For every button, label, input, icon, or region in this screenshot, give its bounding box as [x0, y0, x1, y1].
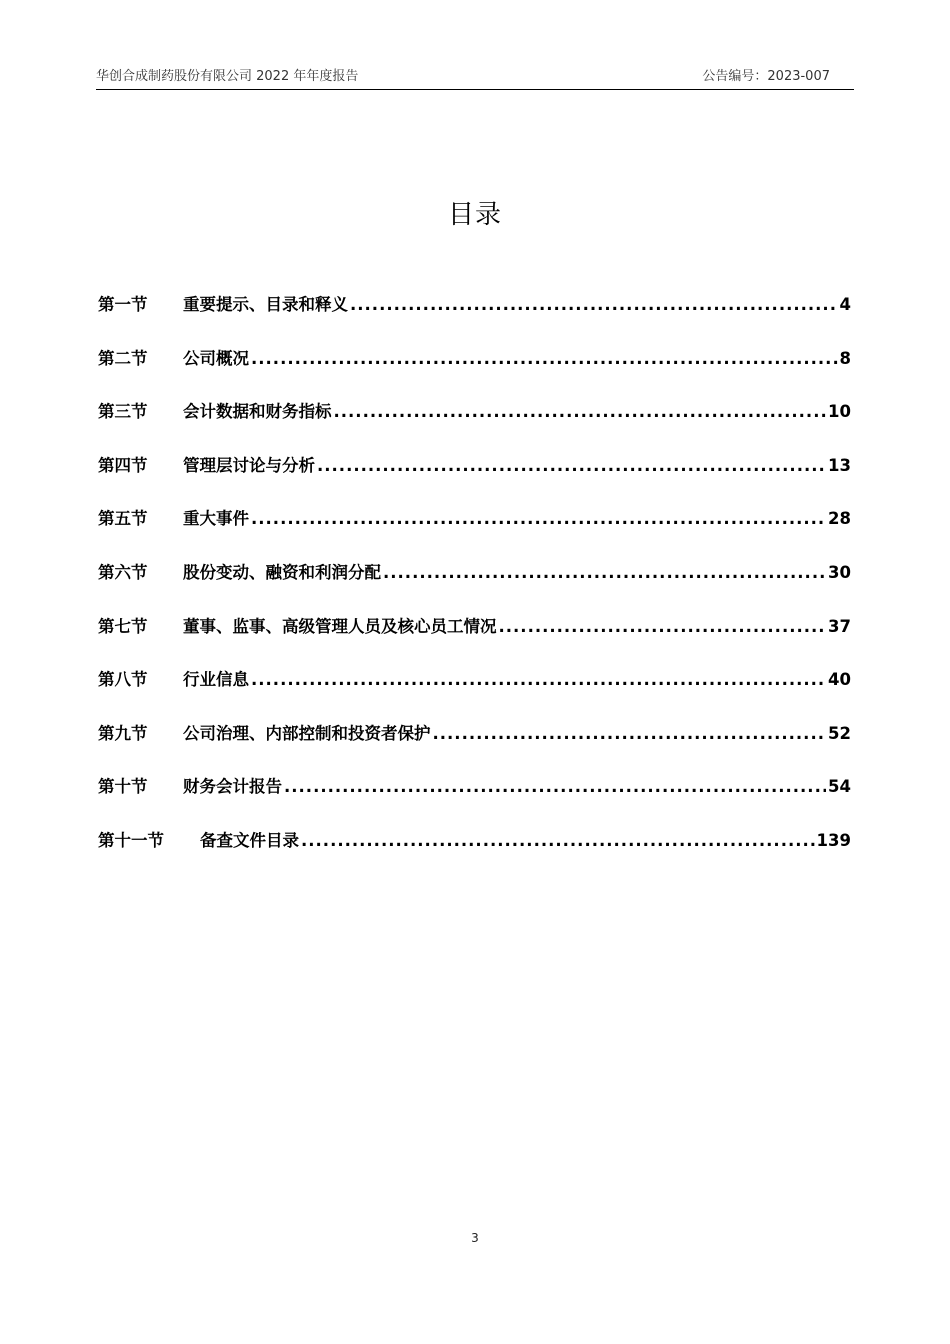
toc-dot-leader: [383, 559, 826, 587]
toc-section-title: 管理层讨论与分析: [183, 455, 315, 475]
toc-entry[interactable]: [98, 505, 851, 559]
toc-dot-leader: [433, 720, 827, 748]
toc-section-title: 董事、监事、高级管理人员及核心员工情况: [183, 616, 497, 636]
toc-dot-leader: [317, 452, 826, 480]
toc-page-number: 13: [828, 455, 851, 475]
toc-section-title: 财务会计报告: [183, 777, 282, 797]
toc-section-title: 股份变动、融资和利润分配: [183, 562, 381, 582]
toc-entry[interactable]: [98, 720, 851, 774]
toc-dot-leader: [499, 613, 827, 641]
toc-section-title: 重大事件: [183, 509, 249, 529]
toc-dot-leader: [284, 773, 826, 801]
toc-page-number: 30: [828, 562, 851, 582]
toc-section-number: 第六节: [98, 562, 148, 582]
page-header: [96, 67, 854, 90]
toc-section-number: 第八节: [98, 670, 148, 690]
toc-title: 目录: [447, 200, 502, 230]
toc-dot-leader: [251, 345, 838, 373]
toc-section-number: 第二节: [98, 348, 148, 368]
announcement-number: 公告编号：2023-007: [702, 69, 830, 84]
page-number: 3: [471, 1231, 479, 1245]
toc-section-number: 第九节: [98, 723, 148, 743]
toc-section-number: 第十一节: [98, 830, 164, 850]
toc-page-number: 4: [839, 295, 851, 314]
toc-dot-leader: [251, 505, 826, 533]
toc-section-title: 备查文件目录: [200, 830, 299, 850]
toc-section-title: 行业信息: [183, 670, 249, 690]
table-of-contents: [98, 291, 851, 881]
toc-page-number: 10: [828, 402, 851, 422]
toc-section-number: 第一节: [98, 295, 148, 314]
toc-section-title: 公司概况: [183, 348, 249, 368]
toc-section-number: 第三节: [98, 402, 148, 422]
toc-entry[interactable]: [98, 613, 851, 667]
toc-section-title: 公司治理、内部控制和投资者保护: [183, 723, 431, 743]
report-title: 华创合成制药股份有限公司 2022 年年度报告: [96, 69, 359, 84]
toc-entry[interactable]: [98, 452, 851, 506]
toc-page-number: 54: [828, 777, 851, 797]
toc-entry[interactable]: [98, 398, 851, 452]
toc-dot-leader: [301, 827, 815, 855]
toc-dot-leader: [251, 666, 826, 694]
toc-section-number: 第七节: [98, 616, 148, 636]
toc-entry[interactable]: [98, 666, 851, 720]
toc-page-number: 139: [816, 830, 851, 850]
toc-page-number: 37: [828, 616, 851, 636]
toc-dot-leader: [334, 398, 827, 426]
toc-dot-leader: [350, 291, 838, 319]
toc-section-number: 第四节: [98, 455, 148, 475]
toc-page-number: 40: [828, 670, 851, 690]
toc-section-title: 会计数据和财务指标: [183, 402, 332, 422]
toc-page-number: 28: [828, 509, 851, 529]
toc-page-number: 8: [839, 348, 851, 368]
toc-section-number: 第十节: [98, 777, 148, 797]
toc-entry[interactable]: [98, 559, 851, 613]
toc-page-number: 52: [828, 723, 851, 743]
toc-entry[interactable]: [98, 773, 851, 827]
toc-entry[interactable]: [98, 345, 851, 399]
toc-entry[interactable]: [98, 291, 851, 345]
toc-section-number: 第五节: [98, 509, 148, 529]
toc-section-title: 重要提示、目录和释义: [183, 295, 348, 314]
toc-entry[interactable]: [98, 827, 851, 881]
